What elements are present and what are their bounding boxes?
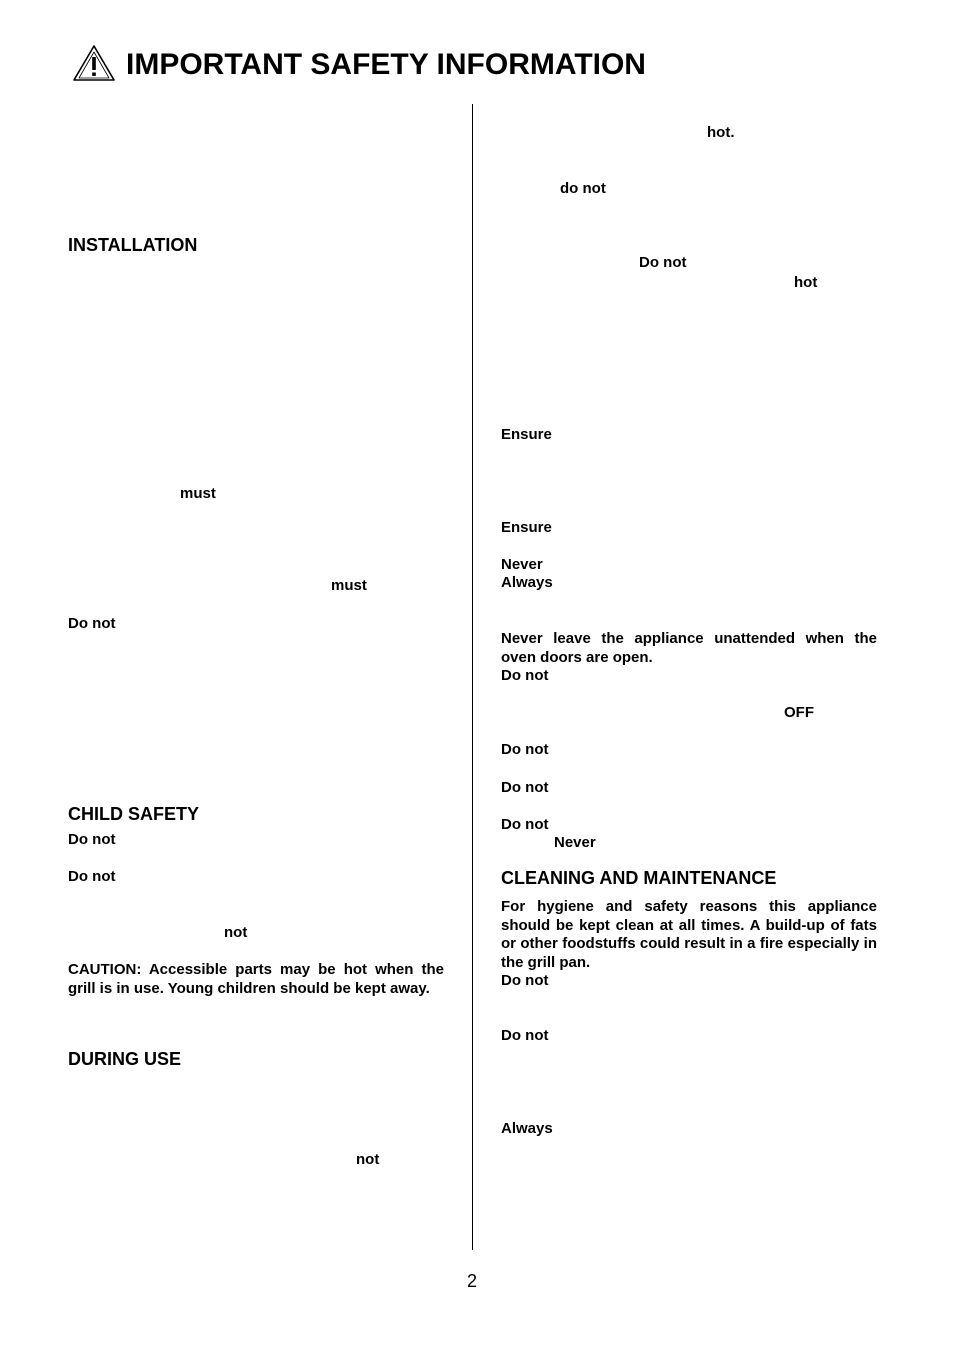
ensure-2: Ensure [501, 519, 552, 536]
child-safety-heading: CHILD SAFETY [68, 804, 200, 824]
column-divider [472, 104, 473, 1250]
during-use-heading: DURING USE [68, 1049, 182, 1069]
do-not-a: Do not [639, 254, 687, 271]
always-1: Always [501, 574, 553, 591]
caution-paragraph: CAUTION: Accessible parts may be hot when the grill is in use. Young children should be kept away. [68, 961, 444, 997]
during-use-not: not [356, 1151, 380, 1168]
always-2: Always [501, 1120, 553, 1137]
never-2: Never [554, 834, 596, 851]
off-label: OFF [784, 704, 814, 721]
page-number: 2 [467, 1271, 478, 1291]
cleaning-heading: CLEANING AND MAINTENANCE [501, 868, 777, 888]
child-do-not-2: Do not [68, 868, 116, 885]
do-not-g: Do not [501, 1027, 549, 1044]
installation-heading: INSTALLATION [68, 235, 198, 255]
never-1: Never [501, 556, 543, 573]
child-do-not-1: Do not [68, 831, 116, 848]
do-not-c: Do not [501, 741, 549, 758]
hot-1: hot. [707, 124, 735, 141]
do-not-b: Do not [501, 667, 549, 684]
do-not-e: Do not [501, 816, 549, 833]
hot-2: hot [794, 274, 818, 291]
page-title: IMPORTANT SAFETY INFORMATION [126, 48, 646, 81]
do-not-f: Do not [501, 972, 549, 989]
installation-do-not: Do not [68, 615, 116, 632]
do-not-lower: do not [560, 180, 606, 197]
installation-must-1: must [180, 485, 216, 502]
child-not: not [224, 924, 248, 941]
unattended-paragraph: Never leave the appliance unattended when the oven doors are open. [501, 630, 877, 666]
do-not-d: Do not [501, 779, 549, 796]
ensure-1: Ensure [501, 426, 552, 443]
installation-must-2: must [331, 577, 367, 594]
warning-triangle-icon [72, 44, 116, 82]
hygiene-paragraph: For hygiene and safety reasons this appliance should be kept clean at all times. A build-up of fats or other foodstuffs could result in a fire especially in the grill pan. [501, 898, 877, 971]
